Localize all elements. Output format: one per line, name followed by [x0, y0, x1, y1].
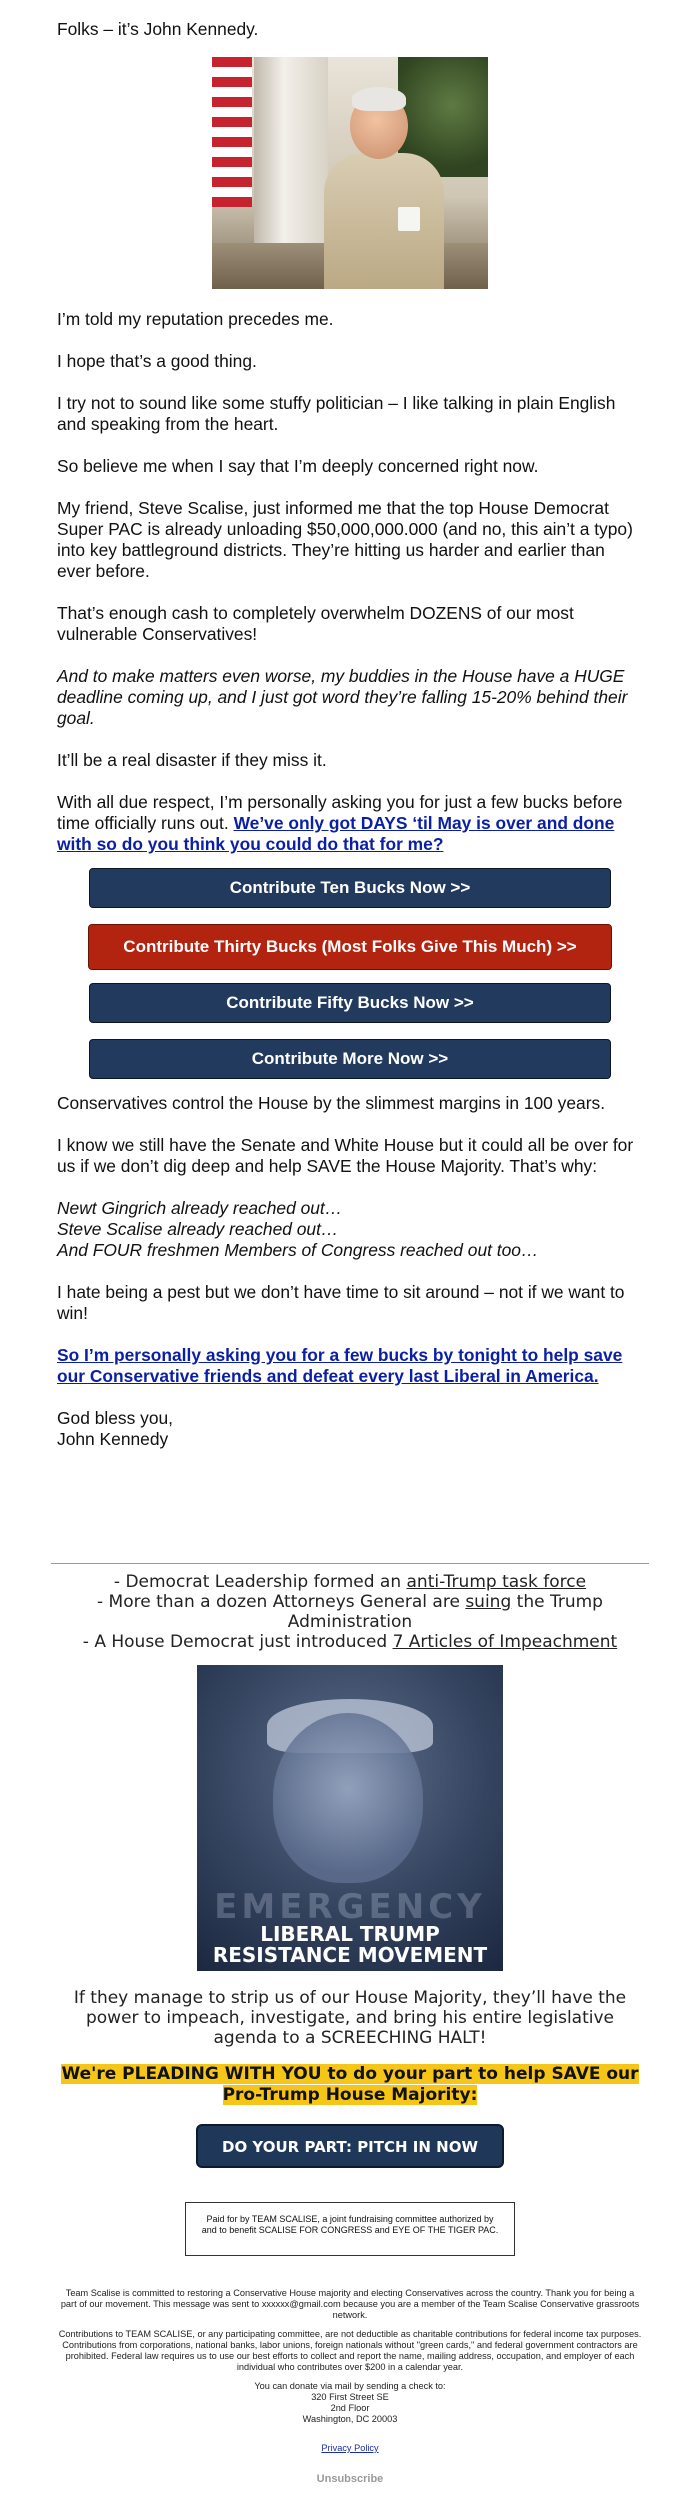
closing: God bless you, — [57, 1408, 174, 1428]
ask-paragraph — [57, 792, 643, 855]
resistance-movement-image[interactable] — [197, 1665, 503, 1971]
paragraph: I’m told my reputation precedes me. — [57, 309, 334, 329]
paragraph: I hate being a pest but we don’t have time to sit around – not if we want to win! — [57, 1282, 625, 1323]
footer — [0, 2168, 700, 2485]
pitch-in-button[interactable]: DO YOUR PART: PITCH IN NOW — [196, 2124, 504, 2168]
footer-disclaimer: Contributions to TEAM SCALISE, or any participating committee, are not deductible as charitable contributions for federal income tax purposes. Contributions from corporations, national banks, labor unions, foreign nationals without "green cards," and federal government contractors are prohibited. Federal law requires us to use our best efforts to collect and report the name, mailing address, occupation, and employer of each individual who contributes over $200 in a calendar year. — [58, 2329, 642, 2372]
paragraph: It’ll be a real disaster if they miss it. — [57, 750, 327, 770]
address-line: Washington, DC 20003 — [302, 2414, 398, 2424]
pleading-banner — [60, 2064, 640, 2106]
promo-body: If they manage to strip us of our House Majority, they’ll have the power to impeach, investigate, and bring his entire legislative agenda to a SCREECHING HALT! — [73, 1988, 627, 2048]
list-item: And FOUR freshmen Members of Congress reached out too… — [57, 1240, 539, 1260]
promo-bullet: - A House Democrat just introduced 7 Articles of Impeachment — [82, 1632, 618, 1652]
list-item: Steve Scalise already reached out… — [57, 1219, 339, 1239]
paragraph: I hope that’s a good thing. — [57, 351, 257, 371]
donate-link[interactable]: So I’m personally asking you for a few bucks by tonight to help save our Conservative friends and defeat every last Liberal in America. — [57, 1345, 623, 1386]
image-caption: LIBERAL TRUMP — [260, 1922, 440, 1946]
contribute-more-button[interactable]: Contribute More Now >> — [89, 1039, 611, 1079]
italic-paragraph: And to make matters even worse, my buddies in the House have a HUGE deadline coming up, and I just got word they’re falling 15-20% behind their goal. — [57, 666, 628, 728]
donate-link[interactable]: We’ve only got DAYS ‘til May is over and done with so do you think you could do that for me? — [57, 813, 615, 854]
image-caption: RESISTANCE MOVEMENT — [212, 1943, 488, 1967]
ask-text: With all due respect, I’m personally asking you for just a few bucks before time officially runs out. — [57, 792, 623, 833]
john-kennedy-photo — [212, 57, 488, 289]
contribute-thirty-button[interactable]: Contribute Thirty Bucks (Most Folks Give This Much) >> — [88, 924, 612, 970]
mail-donation-intro: You can donate via mail by sending a check to: — [254, 2381, 446, 2391]
paragraph: I know we still have the Senate and White House but it could all be over for us if we don’t dig deep and help SAVE the House Majority. That’s why: — [57, 1135, 634, 1176]
paragraph: I try not to sound like some stuffy politician – I like talking in plain English and speaking from the heart. — [57, 393, 616, 434]
promo-bullet: - Democrat Leadership formed an anti-Trump task force — [113, 1572, 587, 1592]
paragraph: Conservatives control the House by the slimmest margins in 100 years. — [57, 1093, 606, 1113]
american-flag-graphic — [212, 57, 252, 207]
promo-bullet: - More than a dozen Attorneys General are suing the Trump — [97, 1592, 603, 1612]
privacy-policy-link[interactable]: Privacy Policy — [321, 2443, 379, 2453]
paragraph: My friend, Steve Scalise, just informed me that the top House Democrat Super PAC is already unloading $50,000,000.000 (and no, this ain’t a typo) into key battleground districts. They’re hitting us harder and earlier than ever before. — [57, 498, 633, 581]
contribute-fifty-button[interactable]: Contribute Fifty Bucks Now >> — [89, 983, 611, 1023]
address-line: 320 First Street SE — [311, 2392, 389, 2402]
paragraph: So believe me when I say that I’m deeply concerned right now. — [57, 456, 539, 476]
unsubscribe-link[interactable]: Unsubscribe — [316, 2473, 384, 2485]
coffee-mug-graphic — [398, 207, 420, 231]
pleading-text: We're PLEADING WITH YOU to do your part to help SAVE our Pro-Trump House Majority: — [61, 2064, 639, 2105]
greeting: Folks – it’s John Kennedy. — [57, 19, 259, 39]
contribute-ten-button[interactable]: Contribute Ten Bucks Now >> — [89, 868, 611, 908]
promo-bullet-cont: Administration — [287, 1612, 413, 1632]
address-line: 2nd Floor — [330, 2403, 370, 2413]
paragraph: That’s enough cash to completely overwhelm DOZENS of our most vulnerable Conservatives! — [57, 603, 574, 644]
promo-section — [0, 1564, 700, 2168]
list-item: Newt Gingrich already reached out… — [57, 1198, 343, 1218]
emergency-watermark: EMERGENCY — [214, 1887, 486, 1927]
paid-for-by-box: Paid for by TEAM SCALISE, a joint fundraising committee authorized by and to benefit SCALISE FOR CONGRESS and EYE OF THE TIGER PAC. — [185, 2202, 515, 2256]
signature: John Kennedy — [57, 1429, 169, 1449]
footer-commitment: Team Scalise is committed to restoring a Conservative House majority and electing Conservatives across the country. Thank you for being a part of our movement. This message was sent to xxxxxx@gmail.com because you are a member of the Team Scalise Conservative grassroots network. — [60, 2288, 640, 2320]
